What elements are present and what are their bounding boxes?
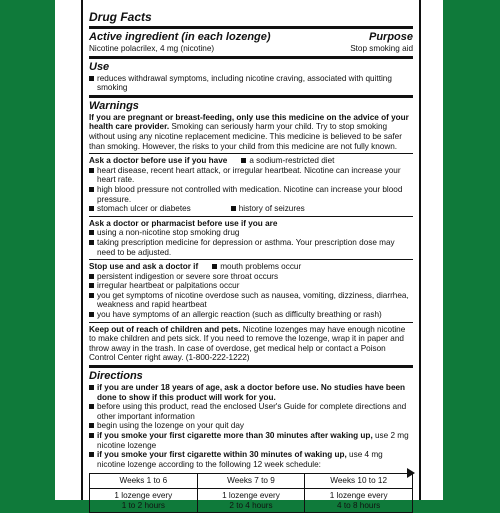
active-ingredient-header: Active ingredient (in each lozenge) Purpose <box>89 31 413 43</box>
bullet-icon <box>212 264 217 269</box>
table-cell: 1 lozenge every 2 to 4 hours <box>197 488 305 512</box>
list-item: begin using the lozenge on your quit day <box>89 421 413 431</box>
divider <box>89 26 413 29</box>
ingredient-purpose: Stop smoking aid <box>350 44 413 53</box>
list-item: you have symptoms of an allergic reaction (such as difficulty breathing or rash) <box>89 310 413 320</box>
list-item: stomach ulcer or diabetes history of seizures <box>89 204 413 214</box>
list-item: you get symptoms of nicotine overdose such as nausea, vomiting, dizziness, diarrhea, weakness and rapid heartbeat <box>89 291 413 310</box>
drug-facts-box <box>81 0 421 510</box>
ingredient-name: Nicotine polacrilex, 4 mg (nicotine) <box>89 44 215 53</box>
bullet-icon <box>89 433 94 438</box>
table-cell: 1 lozenge every 1 to 2 hours <box>90 488 198 512</box>
dosing-schedule-table <box>89 473 413 513</box>
bullet-icon <box>89 423 94 428</box>
table-header-cell: Weeks 10 to 12 <box>305 474 413 489</box>
divider <box>89 322 413 323</box>
warnings-title: Warnings <box>89 99 139 112</box>
table-row <box>90 488 413 512</box>
continued-arrow-icon <box>407 468 415 478</box>
divider <box>89 259 413 260</box>
divider <box>89 153 413 154</box>
bullet-icon <box>89 404 94 409</box>
bullet-icon <box>89 240 94 245</box>
stop-use-header: Stop use and ask a doctor if mouth problems occur <box>89 262 302 272</box>
list-item: taking prescription medicine for depression or asthma. Your prescription dose may need to be adjusted. <box>89 238 413 257</box>
active-ingredient-row <box>89 44 413 54</box>
bullet-icon <box>231 206 236 211</box>
table-cell: 1 lozenge every 4 to 8 hours <box>305 488 413 512</box>
keep-out-of-reach: Keep out of reach of children and pets. Nicotine lozenges may have enough nicotine to make children and pets sick. If you need to remove the lozenge, wrap it in paper and throw away in the trash. In case of overdose, get medical help or contact a Poison Control Center right away. (1-800-222-1222) <box>89 324 406 363</box>
use-title: Use <box>89 60 110 73</box>
use-item: reduces withdrawal symptoms, including nicotine craving, associated with quitting smoking <box>89 74 413 93</box>
divider <box>89 95 413 98</box>
table-header-cell: Weeks 7 to 9 <box>197 474 305 489</box>
directions-title: Directions <box>89 370 143 383</box>
divider <box>89 216 413 217</box>
list-item: heart disease, recent heart attack, or irregular heartbeat. Nicotine can increase your heart rate. <box>89 166 413 185</box>
list-item: irregular heartbeat or palpitations occur <box>89 281 413 291</box>
table-header-cell: Weeks 1 to 6 <box>90 474 198 489</box>
bullet-icon <box>89 206 94 211</box>
table-row <box>90 474 413 489</box>
bullet-icon <box>89 230 94 235</box>
ask-doctor-header: Ask a doctor before use if you have a sodium-restricted diet <box>89 156 335 166</box>
list-item: using a non-nicotine stop smoking drug <box>89 228 413 238</box>
bullet-icon <box>89 283 94 288</box>
list-item: high blood pressure not controlled with medication. Nicotine can increase your blood pressure. <box>89 185 413 204</box>
bullet-icon <box>89 293 94 298</box>
list-item: if you smoke your first cigarette within 30 minutes of waking up, use 4 mg nicotine lozenge according to the following 12 week schedule: <box>89 450 413 469</box>
list-item: if you smoke your first cigarette more than 30 minutes after waking up, use 2 mg nicotine lozenge <box>89 431 413 450</box>
bullet-icon <box>89 76 94 81</box>
pregnancy-warning: If you are pregnant or breast-feeding, only use this medicine on the advice of your health care provider. Smoking can seriously harm your child. Try to stop smoking without using any nicotine replacement medicine. This medicine is believed to be safer than smoking. However, the risks to your child from this medicine are not fully known. <box>89 112 409 151</box>
bullet-icon <box>89 187 94 192</box>
bullet-icon <box>241 158 246 163</box>
bullet-icon <box>89 385 94 390</box>
list-item: persistent indigestion or severe sore throat occurs <box>89 272 413 282</box>
divider <box>89 365 413 368</box>
bullet-icon <box>89 312 94 317</box>
bullet-icon <box>89 452 94 457</box>
list-item: if you are under 18 years of age, ask a doctor before use. No studies have been done to show if this product will work for you. <box>89 383 413 402</box>
list-item: before using this product, read the enclosed User's Guide for complete directions and other important information <box>89 402 413 421</box>
divider <box>89 56 413 59</box>
bullet-icon <box>89 274 94 279</box>
bullet-icon <box>89 168 94 173</box>
ask-pharmacist-title: Ask a doctor or pharmacist before use if you are <box>89 218 278 228</box>
drug-facts-title: Drug Facts <box>89 10 152 24</box>
